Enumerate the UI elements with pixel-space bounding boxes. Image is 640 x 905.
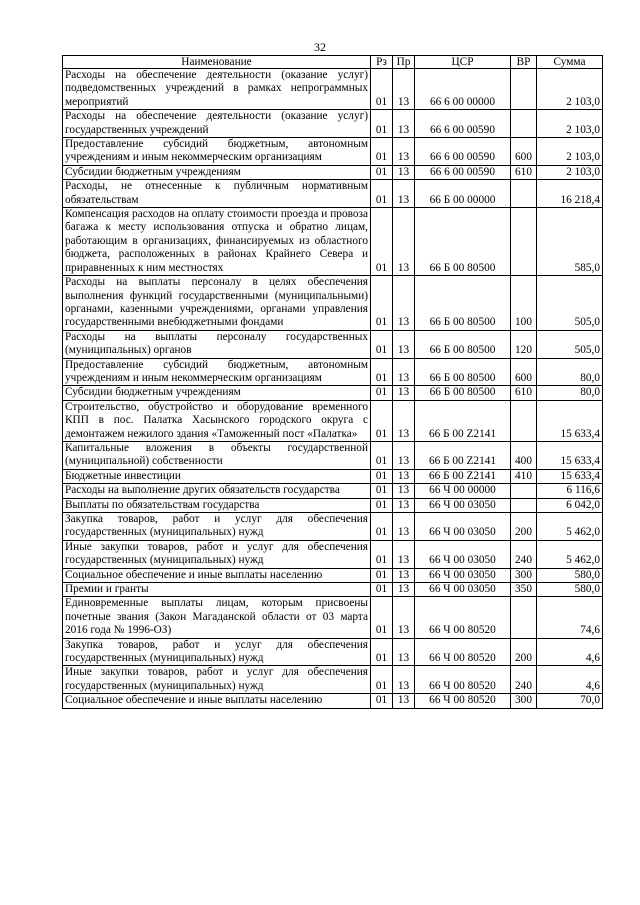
table-row bbox=[63, 276, 603, 331]
cell-rz: 01 bbox=[371, 694, 393, 708]
cell-pr: 13 bbox=[393, 165, 415, 179]
header-rz: Рз bbox=[371, 56, 393, 69]
table-row bbox=[63, 180, 603, 208]
cell-pr: 13 bbox=[393, 568, 415, 582]
cell-vr: 120 bbox=[511, 330, 537, 358]
table-row bbox=[63, 484, 603, 498]
header-name: Наименование bbox=[63, 56, 371, 69]
cell-vr: 100 bbox=[511, 276, 537, 331]
cell-vr bbox=[511, 180, 537, 208]
cell-csr: 66 Ч 00 03050 bbox=[415, 498, 511, 512]
table-row bbox=[63, 358, 603, 386]
cell-sum: 580,0 bbox=[537, 568, 603, 582]
cell-name: Иные закупки товаров, работ и услуг для обеспечения государственных (муниципальных) нужд bbox=[63, 666, 371, 694]
header-csr: ЦСР bbox=[415, 56, 511, 69]
cell-rz: 01 bbox=[371, 441, 393, 469]
cell-sum: 70,0 bbox=[537, 694, 603, 708]
cell-sum: 4,6 bbox=[537, 666, 603, 694]
cell-name: Расходы, не отнесенные к публичным нормативным обязательствам bbox=[63, 180, 371, 208]
cell-pr: 13 bbox=[393, 694, 415, 708]
cell-pr: 13 bbox=[393, 540, 415, 568]
cell-pr: 13 bbox=[393, 666, 415, 694]
cell-rz: 01 bbox=[371, 330, 393, 358]
table-row bbox=[63, 208, 603, 276]
table-row bbox=[63, 568, 603, 582]
cell-csr: 66 Ч 00 80520 bbox=[415, 638, 511, 666]
cell-vr bbox=[511, 484, 537, 498]
cell-csr: 66 Ч 00 80520 bbox=[415, 597, 511, 638]
cell-pr: 13 bbox=[393, 386, 415, 400]
cell-vr: 200 bbox=[511, 513, 537, 541]
cell-rz: 01 bbox=[371, 597, 393, 638]
cell-sum: 585,0 bbox=[537, 208, 603, 276]
table-row bbox=[63, 498, 603, 512]
cell-rz: 01 bbox=[371, 400, 393, 441]
cell-csr: 66 Б 00 00000 bbox=[415, 180, 511, 208]
table-row bbox=[63, 330, 603, 358]
cell-vr: 200 bbox=[511, 638, 537, 666]
cell-csr: 66 Б 00 Z2141 bbox=[415, 441, 511, 469]
cell-name: Социальное обеспечение и иные выплаты населению bbox=[63, 568, 371, 582]
cell-vr: 610 bbox=[511, 386, 537, 400]
cell-sum: 2 103,0 bbox=[537, 165, 603, 179]
cell-csr: 66 Ч 00 80520 bbox=[415, 694, 511, 708]
header-vr: ВР bbox=[511, 56, 537, 69]
cell-pr: 13 bbox=[393, 498, 415, 512]
cell-name: Бюджетные инвестиции bbox=[63, 469, 371, 483]
cell-sum: 15 633,4 bbox=[537, 400, 603, 441]
cell-csr: 66 Б 00 Z2141 bbox=[415, 469, 511, 483]
cell-rz: 01 bbox=[371, 208, 393, 276]
table-row bbox=[63, 583, 603, 597]
cell-sum: 5 462,0 bbox=[537, 513, 603, 541]
cell-vr: 400 bbox=[511, 441, 537, 469]
cell-vr bbox=[511, 69, 537, 110]
cell-csr: 66 Ч 00 80520 bbox=[415, 666, 511, 694]
cell-sum: 6 116,6 bbox=[537, 484, 603, 498]
cell-rz: 01 bbox=[371, 469, 393, 483]
cell-name: Предоставление субсидий бюджетным, автономным учреждениям и иным некоммерческим организациям bbox=[63, 358, 371, 386]
cell-name: Расходы на выполнение других обязательств государства bbox=[63, 484, 371, 498]
table-body bbox=[63, 69, 603, 709]
cell-pr: 13 bbox=[393, 110, 415, 138]
cell-sum: 505,0 bbox=[537, 330, 603, 358]
cell-name: Расходы на выплаты персоналу государственных (муниципальных) органов bbox=[63, 330, 371, 358]
cell-pr: 13 bbox=[393, 180, 415, 208]
cell-name: Расходы на обеспечение деятельности (оказание услуг) государственных учреждений bbox=[63, 110, 371, 138]
cell-csr: 66 Ч 00 03050 bbox=[415, 568, 511, 582]
cell-pr: 13 bbox=[393, 513, 415, 541]
cell-pr: 13 bbox=[393, 276, 415, 331]
table-row bbox=[63, 69, 603, 110]
cell-pr: 13 bbox=[393, 358, 415, 386]
cell-rz: 01 bbox=[371, 484, 393, 498]
table-row bbox=[63, 386, 603, 400]
cell-vr bbox=[511, 400, 537, 441]
cell-sum: 580,0 bbox=[537, 583, 603, 597]
cell-rz: 01 bbox=[371, 165, 393, 179]
cell-sum: 4,6 bbox=[537, 638, 603, 666]
cell-vr: 600 bbox=[511, 138, 537, 166]
cell-sum: 6 042,0 bbox=[537, 498, 603, 512]
cell-csr: 66 Ч 00 03050 bbox=[415, 540, 511, 568]
cell-rz: 01 bbox=[371, 110, 393, 138]
cell-sum: 2 103,0 bbox=[537, 110, 603, 138]
cell-csr: 66 Ч 00 03050 bbox=[415, 513, 511, 541]
cell-sum: 80,0 bbox=[537, 358, 603, 386]
table-row bbox=[63, 666, 603, 694]
cell-rz: 01 bbox=[371, 540, 393, 568]
cell-rz: 01 bbox=[371, 138, 393, 166]
cell-rz: 01 bbox=[371, 386, 393, 400]
cell-name: Капитальные вложения в объекты государственной (муниципальной) собственности bbox=[63, 441, 371, 469]
budget-table bbox=[62, 55, 603, 709]
cell-csr: 66 6 00 00590 bbox=[415, 138, 511, 166]
cell-name: Выплаты по обязательствам государства bbox=[63, 498, 371, 512]
cell-vr: 600 bbox=[511, 358, 537, 386]
cell-name: Расходы на обеспечение деятельности (оказание услуг) подведомственных учреждений в рамках непрограммных мероприятий bbox=[63, 69, 371, 110]
table-row bbox=[63, 441, 603, 469]
cell-vr bbox=[511, 498, 537, 512]
cell-name: Расходы на выплаты персоналу в целях обеспечения выполнения функций государственными (муниципальными) органами, казенными учреждениями, органами управления государственными внебюджетными фондами bbox=[63, 276, 371, 331]
cell-csr: 66 Ч 00 03050 bbox=[415, 583, 511, 597]
cell-vr: 240 bbox=[511, 666, 537, 694]
cell-csr: 66 Б 00 80500 bbox=[415, 330, 511, 358]
cell-name: Премии и гранты bbox=[63, 583, 371, 597]
cell-pr: 13 bbox=[393, 583, 415, 597]
cell-rz: 01 bbox=[371, 69, 393, 110]
cell-sum: 2 103,0 bbox=[537, 138, 603, 166]
cell-vr bbox=[511, 597, 537, 638]
header-sum: Сумма bbox=[537, 56, 603, 69]
cell-name: Субсидии бюджетным учреждениям bbox=[63, 165, 371, 179]
cell-pr: 13 bbox=[393, 208, 415, 276]
cell-vr: 350 bbox=[511, 583, 537, 597]
cell-name: Закупка товаров, работ и услуг для обеспечения государственных (муниципальных) нужд bbox=[63, 638, 371, 666]
cell-rz: 01 bbox=[371, 583, 393, 597]
cell-pr: 13 bbox=[393, 69, 415, 110]
cell-sum: 74,6 bbox=[537, 597, 603, 638]
table-row bbox=[63, 469, 603, 483]
header-pr: Пр bbox=[393, 56, 415, 69]
cell-csr: 66 6 00 00590 bbox=[415, 110, 511, 138]
page-number: 32 bbox=[314, 40, 326, 54]
cell-csr: 66 Ч 00 00000 bbox=[415, 484, 511, 498]
cell-vr: 610 bbox=[511, 165, 537, 179]
cell-pr: 13 bbox=[393, 138, 415, 166]
cell-pr: 13 bbox=[393, 469, 415, 483]
cell-sum: 5 462,0 bbox=[537, 540, 603, 568]
cell-vr: 410 bbox=[511, 469, 537, 483]
cell-name: Субсидии бюджетным учреждениям bbox=[63, 386, 371, 400]
cell-pr: 13 bbox=[393, 441, 415, 469]
table-row bbox=[63, 110, 603, 138]
cell-sum: 15 633,4 bbox=[537, 469, 603, 483]
cell-rz: 01 bbox=[371, 180, 393, 208]
cell-csr: 66 Б 00 Z2141 bbox=[415, 400, 511, 441]
table-row bbox=[63, 513, 603, 541]
cell-csr: 66 6 00 00000 bbox=[415, 69, 511, 110]
cell-sum: 16 218,4 bbox=[537, 180, 603, 208]
cell-vr bbox=[511, 110, 537, 138]
cell-name: Строительство, обустройство и оборудование временного КПП в пос. Палатка Хасынского городского округа с демонтажем нежилого здания «Таможенный пост «Палатка» bbox=[63, 400, 371, 441]
table-row bbox=[63, 165, 603, 179]
table-row bbox=[63, 400, 603, 441]
cell-sum: 505,0 bbox=[537, 276, 603, 331]
cell-pr: 13 bbox=[393, 330, 415, 358]
cell-name: Единовременные выплаты лицам, которым присвоены почетные звания (Закон Магаданской области от 03 марта 2016 года № 1996-ОЗ) bbox=[63, 597, 371, 638]
cell-rz: 01 bbox=[371, 358, 393, 386]
cell-name: Закупка товаров, работ и услуг для обеспечения государственных (муниципальных) нужд bbox=[63, 513, 371, 541]
table-row bbox=[63, 638, 603, 666]
cell-name: Компенсация расходов на оплату стоимости проезда и провоза багажа к месту использования отпуска и обратно лицам, работающим в организациях, финансируемых из областного бюджета, расположенных в районах Крайнего Севера и приравненных к ним местностях bbox=[63, 208, 371, 276]
table-row bbox=[63, 138, 603, 166]
cell-csr: 66 Б 00 80500 bbox=[415, 358, 511, 386]
cell-vr: 240 bbox=[511, 540, 537, 568]
cell-pr: 13 bbox=[393, 484, 415, 498]
cell-csr: 66 Б 00 80500 bbox=[415, 276, 511, 331]
cell-sum: 15 633,4 bbox=[537, 441, 603, 469]
cell-csr: 66 6 00 00590 bbox=[415, 165, 511, 179]
cell-pr: 13 bbox=[393, 597, 415, 638]
cell-name: Предоставление субсидий бюджетным, автономным учреждениям и иным некоммерческим организациям bbox=[63, 138, 371, 166]
cell-vr: 300 bbox=[511, 568, 537, 582]
cell-name: Иные закупки товаров, работ и услуг для обеспечения государственных (муниципальных) нужд bbox=[63, 540, 371, 568]
cell-rz: 01 bbox=[371, 638, 393, 666]
cell-csr: 66 Б 00 80500 bbox=[415, 208, 511, 276]
cell-vr: 300 bbox=[511, 694, 537, 708]
cell-csr: 66 Б 00 80500 bbox=[415, 386, 511, 400]
cell-rz: 01 bbox=[371, 666, 393, 694]
cell-rz: 01 bbox=[371, 568, 393, 582]
cell-rz: 01 bbox=[371, 276, 393, 331]
cell-name: Социальное обеспечение и иные выплаты населению bbox=[63, 694, 371, 708]
cell-rz: 01 bbox=[371, 498, 393, 512]
table-row bbox=[63, 694, 603, 708]
cell-pr: 13 bbox=[393, 400, 415, 441]
table-header-row bbox=[63, 56, 603, 69]
table-row bbox=[63, 597, 603, 638]
cell-pr: 13 bbox=[393, 638, 415, 666]
table-row bbox=[63, 540, 603, 568]
cell-sum: 2 103,0 bbox=[537, 69, 603, 110]
cell-rz: 01 bbox=[371, 513, 393, 541]
cell-sum: 80,0 bbox=[537, 386, 603, 400]
cell-vr bbox=[511, 208, 537, 276]
